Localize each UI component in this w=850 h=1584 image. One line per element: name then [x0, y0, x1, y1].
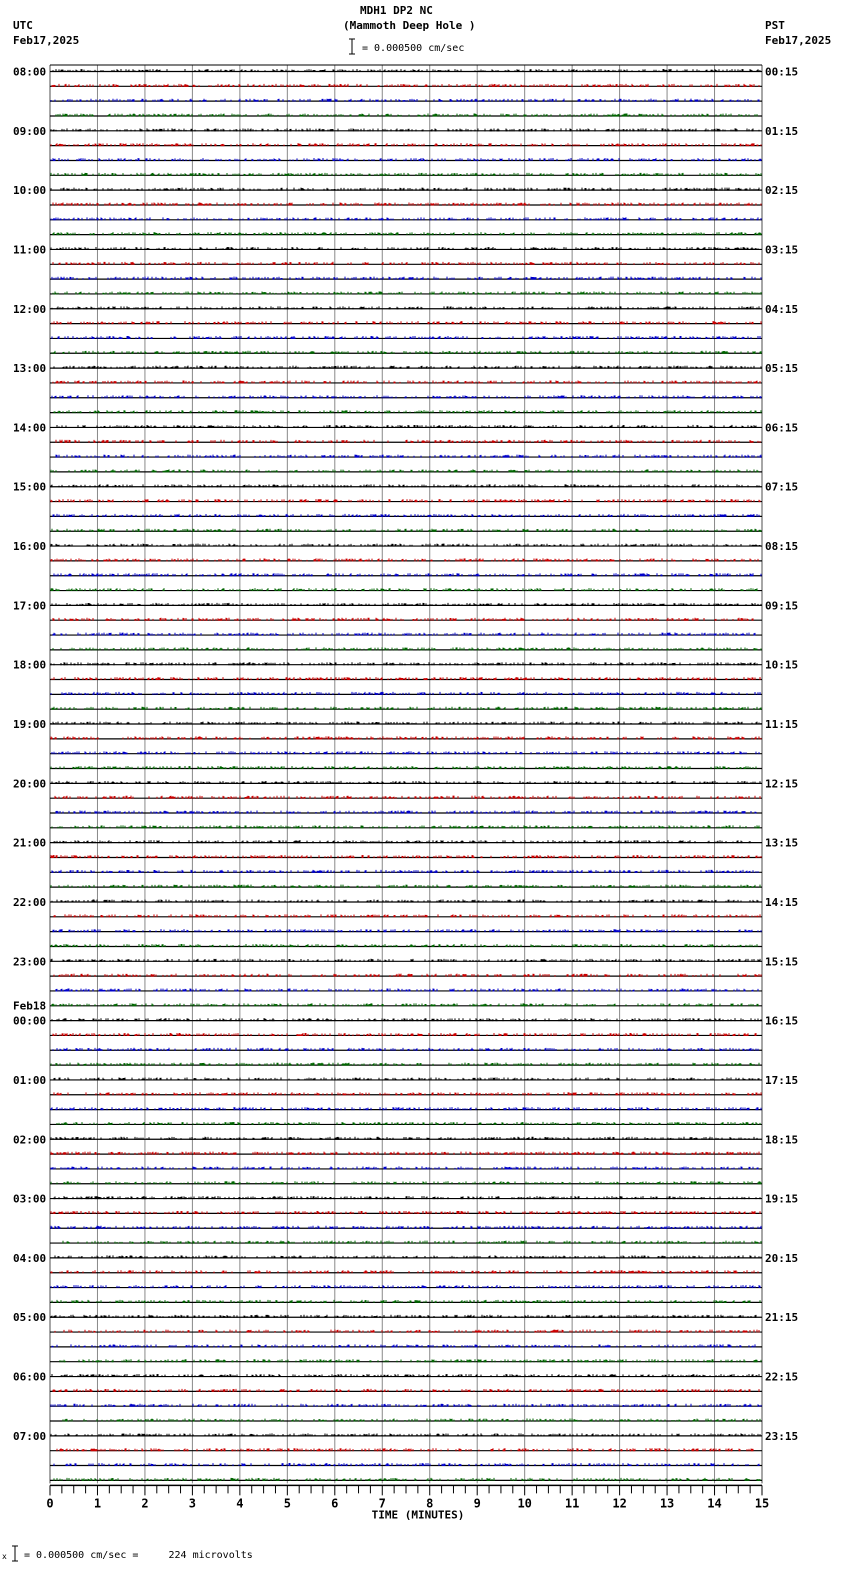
- x-tick-label: 12: [612, 1496, 627, 1511]
- pst-hour-label: 05:15: [765, 362, 799, 376]
- pst-hour-label: 03:15: [765, 243, 799, 257]
- x-tick-label: 5: [283, 1496, 291, 1511]
- seismic-trace: [52, 1374, 759, 1377]
- pst-hour-label: 19:15: [765, 1192, 799, 1206]
- x-tick-label: 11: [564, 1496, 580, 1511]
- utc-hour-label: 01:00: [13, 1073, 47, 1087]
- x-tick-label: 10: [517, 1496, 532, 1511]
- utc-hour-label: 12:00: [13, 302, 47, 316]
- utc-date: Feb17,2025: [13, 34, 80, 47]
- utc-hour-label: 07:00: [13, 1429, 47, 1443]
- x-tick-label: 2: [141, 1496, 149, 1511]
- utc-hour-label: 17:00: [13, 599, 47, 613]
- x-tick-label: 3: [188, 1496, 197, 1511]
- pst-hour-label: 20:15: [765, 1251, 799, 1265]
- x-tick-label: 1: [93, 1496, 102, 1511]
- pst-hour-label: 14:15: [765, 895, 799, 909]
- pst-hour-label: 22:15: [765, 1370, 799, 1384]
- x-axis-label: TIME (MINUTES): [371, 1508, 465, 1522]
- seismic-trace: [52, 899, 758, 902]
- utc-hour-label: 14:00: [13, 421, 47, 435]
- utc-hour-label: 09:00: [13, 124, 47, 138]
- x-tick-label: 8: [426, 1496, 434, 1511]
- utc-hour-label: 15:00: [13, 480, 47, 494]
- utc-hour-label: 13:00: [13, 362, 47, 376]
- pst-hour-label: 01:15: [765, 124, 799, 138]
- pst-hour-label: 02:15: [765, 184, 799, 198]
- utc-hour-label: 06:00: [13, 1370, 47, 1384]
- pst-hour-label: 12:15: [765, 777, 799, 791]
- utc-hour-label: 20:00: [13, 777, 47, 791]
- utc-hour-label: 16:00: [13, 540, 47, 554]
- x-tick-label: 6: [331, 1496, 339, 1511]
- utc-label: UTC: [13, 19, 33, 32]
- pst-hour-label: 11:15: [765, 718, 799, 732]
- utc-hour-label: 18:00: [13, 658, 47, 672]
- x-tick-label: 13: [659, 1496, 675, 1511]
- utc-hour-label: 22:00: [13, 895, 47, 909]
- utc-hour-label: 08:00: [13, 65, 47, 79]
- x-tick-label: 14: [707, 1496, 722, 1511]
- x-tick-label: 4: [236, 1496, 244, 1511]
- utc-hour-label: 19:00: [13, 718, 47, 732]
- x-tick-label: 15: [754, 1496, 770, 1511]
- day-change-label: Feb18: [13, 999, 47, 1013]
- pst-hour-label: 06:15: [765, 421, 799, 435]
- x-tick-label: 9: [473, 1496, 481, 1511]
- utc-hour-label: 05:00: [13, 1311, 47, 1325]
- utc-hour-label: 04:00: [13, 1251, 47, 1265]
- utc-hour-label: 10:00: [13, 184, 47, 198]
- utc-hour-label: 02:00: [13, 1133, 47, 1147]
- pst-hour-label: 16:15: [765, 1014, 799, 1028]
- pst-hour-label: 08:15: [765, 540, 799, 554]
- station-title: MDH1 DP2 NC: [360, 4, 433, 17]
- pst-hour-label: 17:15: [765, 1073, 799, 1087]
- pst-hour-label: 23:15: [765, 1429, 799, 1443]
- x-tick-label: 7: [378, 1496, 386, 1511]
- scale-label: = 0.000500 cm/sec: [362, 43, 465, 54]
- utc-hour-label: 11:00: [13, 243, 47, 257]
- utc-hour-label: 00:00: [13, 1014, 47, 1028]
- pst-hour-label: 00:15: [765, 65, 799, 79]
- pst-hour-label: 10:15: [765, 658, 799, 672]
- footer-scale-note: = 0.000500 cm/sec = 224 microvolts: [24, 1550, 253, 1561]
- pst-hour-label: 13:15: [765, 836, 799, 850]
- pst-hour-label: 07:15: [765, 480, 799, 494]
- pst-hour-label: 21:15: [765, 1311, 799, 1325]
- pst-label: PST: [765, 19, 785, 32]
- x-tick-label: 0: [46, 1496, 54, 1511]
- footer-marker: x: [2, 1552, 7, 1561]
- footer-scale-bar-icon: [11, 1545, 19, 1562]
- pst-hour-label: 15:15: [765, 955, 799, 969]
- seismic-trace: [54, 840, 750, 843]
- utc-hour-label: 23:00: [13, 955, 47, 969]
- pst-hour-label: 18:15: [765, 1133, 799, 1147]
- pst-hour-label: 04:15: [765, 302, 799, 316]
- seismic-trace: [52, 677, 760, 680]
- pst-hour-label: 09:15: [765, 599, 799, 613]
- utc-hour-label: 03:00: [13, 1192, 47, 1206]
- utc-hour-label: 21:00: [13, 836, 47, 850]
- pst-date: Feb17,2025: [765, 34, 832, 47]
- station-location: (Mammoth Deep Hole ): [343, 19, 476, 32]
